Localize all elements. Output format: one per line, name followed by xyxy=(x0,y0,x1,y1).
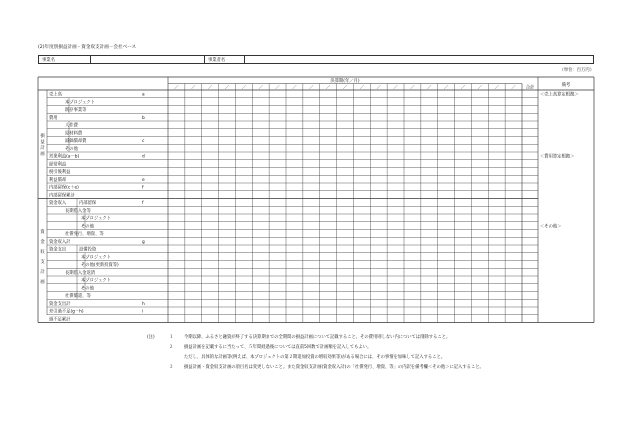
profit-section-char: 損 xyxy=(40,133,45,139)
row-label: 本プロジェクト xyxy=(81,216,111,222)
row-label: 利益償却 xyxy=(49,177,67,183)
note-1-num: １ xyxy=(169,335,174,340)
row-label: その他 xyxy=(81,286,94,292)
row-label: 既存事業等 xyxy=(65,108,87,114)
year-slash: ／ xyxy=(443,85,449,91)
remark-label: ＜その他＞ xyxy=(540,224,562,230)
year-slash: ／ xyxy=(477,85,483,91)
row-label: 資金収入計 xyxy=(49,239,71,245)
company-label: 事業名 xyxy=(39,56,91,63)
row-label: 資金支出計 xyxy=(49,301,71,307)
row-label: 税引後利益 xyxy=(49,170,71,176)
cash-section-char: 支 xyxy=(40,260,45,266)
note-2-num: ２ xyxy=(169,345,174,350)
row-label: 本プロジェクト xyxy=(81,255,111,261)
cash-section-char: 金 xyxy=(40,240,45,246)
year-slash: ／ xyxy=(292,85,297,91)
row-label: 人件費 xyxy=(65,123,78,129)
remarks-header: 備考 xyxy=(561,83,571,88)
row-label: その他 xyxy=(65,146,78,152)
row-label: 本プロジェクト xyxy=(65,100,95,106)
notes-prefix: (注) xyxy=(147,335,155,340)
year-slash: ／ xyxy=(410,85,415,91)
row-label: その他 xyxy=(81,224,94,230)
operator-field[interactable] xyxy=(245,56,595,63)
row-label: 減価償却費 xyxy=(65,139,87,145)
row-key: d xyxy=(142,154,145,160)
year-slash: ／ xyxy=(460,85,466,91)
note-2-text: 損益計画を記載するに当たって、５年間経過後については直前5回数で計画額を記入してもよい。 xyxy=(184,345,372,350)
row-sublabel: 内部留保 xyxy=(79,201,97,207)
row-label: 社債発行、増資、等 xyxy=(65,232,104,238)
year-slash: ／ xyxy=(258,85,263,91)
form-title: (2)年度別損益計画・資金収支計画－会社ベース xyxy=(38,45,137,50)
year-slash: ／ xyxy=(241,85,247,91)
cash-section-char: 収 xyxy=(40,250,45,256)
row-label: 差引過不足(g－h) xyxy=(49,309,84,315)
note-3-text: 損益計画・資金収支計画の項目名は変更しないこと。また資金収支計画(資金収入計)の「社債発行、増資、等」の内訳を備考欄＜その他＞に記入すること。 xyxy=(184,365,484,370)
row-label: 資金支出 xyxy=(49,247,67,253)
year-slash: ／ xyxy=(207,85,213,91)
total-header: 合計 xyxy=(525,85,535,91)
year-slash: ／ xyxy=(494,85,499,91)
row-label: 社債償還、等 xyxy=(65,294,91,300)
year-slash: ／ xyxy=(309,85,314,91)
remark-label: ＜売上高算定根拠＞ xyxy=(540,92,579,98)
operator-label: 事業者名 xyxy=(205,56,245,63)
year-slash: ／ xyxy=(511,85,516,91)
note-2b-text: ただし、具体的な計画等(例えば、本プロジェクトの第２期追加投資の増収効果等)がある場合には、その事情を加味して記入すること。 xyxy=(184,355,446,360)
note-3-num: ３ xyxy=(169,365,174,370)
fiscal-year-header: 決算期(年／月) xyxy=(330,78,360,84)
row-label: 過不足累計 xyxy=(49,317,71,323)
row-label: 長期借入金返済 xyxy=(65,270,96,276)
info-row xyxy=(38,55,594,64)
note-1-text: 今期以降、ふるさと融資が終了する決算期までの全期間の損益計画について記載すること。その費用則しない内については削除すること。 xyxy=(184,335,451,340)
cash-section-char: 計 xyxy=(40,270,45,276)
row-key: h xyxy=(142,301,145,307)
row-key: a xyxy=(142,92,145,98)
unit-label: （単位：百万円） xyxy=(559,68,594,73)
year-slash: ／ xyxy=(393,85,398,91)
row-label: 長期借入金等 xyxy=(65,208,91,214)
row-label: 原材料費 xyxy=(65,131,83,137)
year-slash: ／ xyxy=(376,85,381,91)
row-sublabel: 設備投資 xyxy=(79,247,97,253)
year-slash: ／ xyxy=(174,85,179,91)
row-label: 売上高 xyxy=(49,92,62,98)
row-key: c xyxy=(142,139,145,145)
profit-section-char: 画 xyxy=(40,151,45,157)
year-slash: ／ xyxy=(342,85,348,91)
row-label: 本プロジェクト xyxy=(81,278,111,284)
row-key: f xyxy=(142,185,144,191)
profit-section-char: 計 xyxy=(40,145,45,151)
year-slash: ／ xyxy=(191,85,196,91)
row-subkey: f xyxy=(142,201,144,207)
row-label: 営業利益(a－b) xyxy=(49,154,80,160)
remark-label: ＜費用算定根拠＞ xyxy=(540,154,575,160)
row-label: 内部留保累計 xyxy=(49,193,75,199)
row-label: 費用 xyxy=(49,115,58,121)
row-key: b xyxy=(142,115,145,121)
row-label: その他(更新投資等) xyxy=(81,263,119,269)
profit-section-char: 益 xyxy=(40,139,45,145)
row-key: e xyxy=(142,177,145,183)
cash-section-char: 資 xyxy=(40,230,45,236)
row-label: 経常利益 xyxy=(49,162,67,168)
cash-section-char: 画 xyxy=(40,280,45,286)
company-field[interactable] xyxy=(91,56,205,63)
year-slash: ／ xyxy=(427,85,432,91)
year-slash: ／ xyxy=(224,85,230,91)
row-label: 内部留保(c＋e) xyxy=(49,185,79,191)
year-slash: ／ xyxy=(275,85,280,91)
year-slash: ／ xyxy=(325,85,331,91)
year-slash: ／ xyxy=(359,85,365,91)
row-label: 資金収入 xyxy=(49,201,67,207)
row-key: g xyxy=(142,239,145,245)
row-key: i xyxy=(142,309,144,315)
